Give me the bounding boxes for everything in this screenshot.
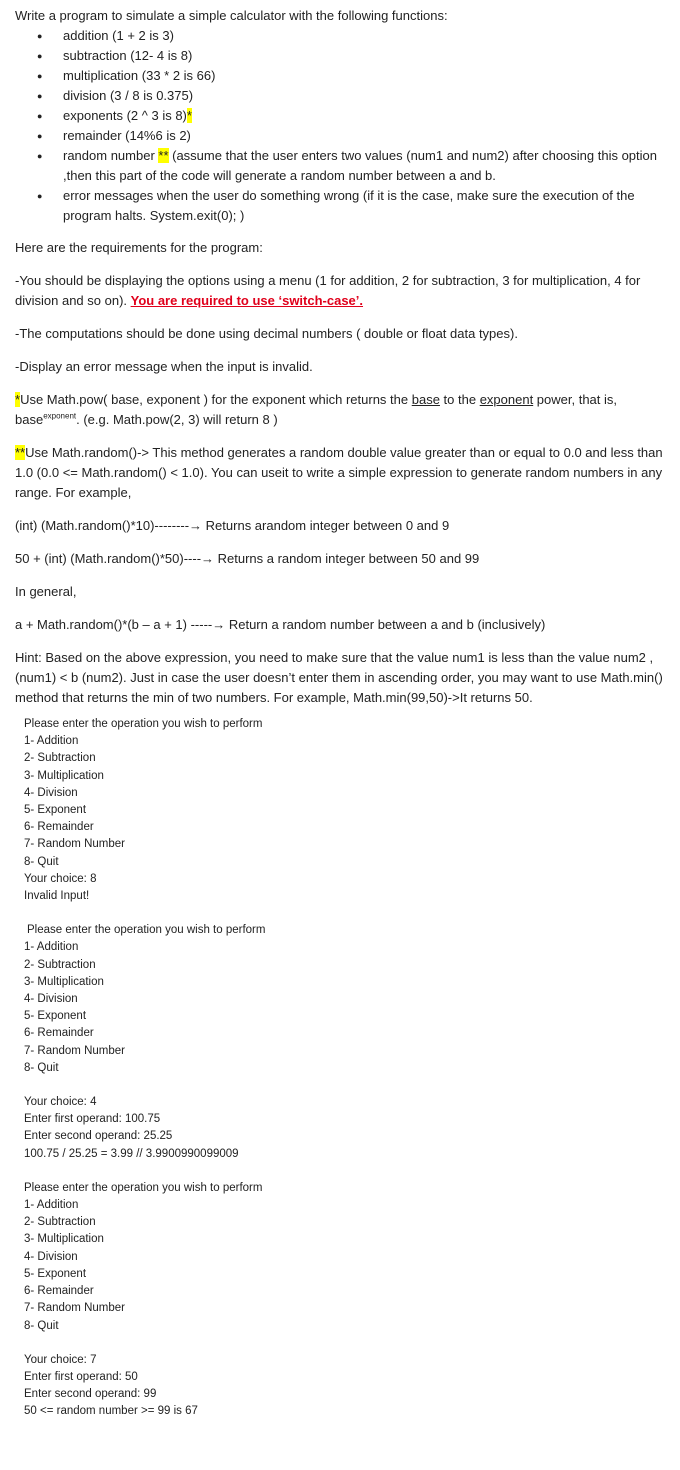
menu-item: 5- Exponent [24, 1267, 87, 1280]
menu-item: 5- Exponent [24, 804, 87, 817]
list-item [63, 86, 665, 106]
result-line: Invalid Input! [24, 890, 90, 903]
requirements-heading: Here are the requirements for the program: [15, 240, 263, 255]
operand-line: Enter second operand: 25.25 [24, 1130, 173, 1143]
list-item [63, 146, 665, 186]
menu-item: 7- Random Number [24, 838, 125, 851]
menu-item: 3- Multiplication [24, 769, 104, 782]
menu-item: 6- Remainder [24, 1285, 94, 1298]
menu-item: 2- Subtraction [24, 752, 96, 765]
example-line-3: a + Math.random()*(b – a + 1) -----→ Return a random number between a and b (inclusively) [15, 617, 546, 632]
menu-item: 7- Random Number [24, 1044, 125, 1057]
menu-prompt: Please enter the operation you wish to perform [27, 924, 266, 937]
footnote-marker: ** [158, 148, 169, 163]
list-item [63, 126, 665, 146]
menu-item: 2- Subtraction [24, 1216, 96, 1229]
menu-item: 2- Subtraction [24, 958, 96, 971]
requirement-decimal: -The computations should be done using decimal numbers ( double or float data types). [15, 326, 518, 341]
menu-item: 1- Addition [24, 735, 79, 748]
menu-item: 7- Random Number [24, 1302, 125, 1315]
bullet-text: exponents (2 ^ 3 is 8) [63, 108, 187, 123]
bullet-text: remainder (14%6 is 2) [63, 128, 191, 143]
pow-note [15, 390, 665, 430]
result-line: 100.75 / 25.25 = 3.99 // 3.9900990099009 [24, 1147, 239, 1160]
requirement-text: -You should be displaying the options using a menu (1 for addition, 2 for subtraction, 3 for multiplication, 4 for division and so on). [15, 273, 641, 308]
console-run-1 [15, 716, 665, 905]
menu-prompt: Please enter the operation you wish to perform [24, 1181, 263, 1194]
bullet-text: random number [63, 148, 159, 163]
footnote-marker: * [15, 392, 21, 407]
requirement-error: -Display an error message when the input is invalid. [15, 359, 313, 374]
function-list [15, 26, 665, 226]
result-line: 50 <= random number >= 99 is 67 [24, 1405, 198, 1418]
pow-text: power, that is, base [15, 392, 618, 427]
bullet-text: subtraction (12- 4 is 8) [63, 48, 193, 63]
superscript-exponent: exponent [43, 411, 77, 421]
choice-line: Your choice: 4 [24, 1096, 97, 1109]
console-run-3 [15, 1180, 665, 1421]
footnote-marker: * [186, 108, 192, 123]
random-note [15, 443, 665, 503]
operand-line: Enter second operand: 99 [24, 1388, 157, 1401]
list-item [63, 186, 665, 226]
menu-item: 8- Quit [24, 855, 59, 868]
list-item [63, 26, 665, 46]
operand-line: Enter first operand: 50 [24, 1370, 138, 1383]
operand-line: Enter first operand: 100.75 [24, 1113, 161, 1126]
menu-prompt: Please enter the operation you wish to perform [24, 718, 263, 730]
menu-item: 4- Division [24, 1250, 78, 1263]
pow-text: to the [439, 392, 480, 407]
menu-item: 3- Multiplication [24, 1233, 104, 1246]
bullet-text: error messages when the user do something wrong (if it is the case, make sure the execution of the program halts. System.exit(0); ) [63, 188, 635, 223]
pow-text: Use Math.pow( base, exponent ) for the exponent which returns the [20, 392, 412, 407]
general-label: In general, [15, 584, 77, 599]
pow-text: . (e.g. Math.pow(2, 3) will return 8 ) [76, 412, 278, 427]
list-item [63, 66, 665, 86]
bullet-text: division (3 / 8 is 0.375) [63, 88, 194, 103]
console-run-2 [15, 922, 665, 1163]
list-item [63, 106, 665, 126]
example-line-2: 50 + (int) (Math.random()*50)----→ Returns a random integer between 50 and 99 [15, 551, 480, 566]
menu-item: 6- Remainder [24, 1027, 94, 1040]
menu-item: 6- Remainder [24, 821, 94, 834]
requirement-menu [15, 271, 665, 311]
footnote-marker: ** [15, 445, 26, 460]
menu-item: 8- Quit [24, 1061, 59, 1074]
bullet-text: multiplication (33 * 2 is 66) [63, 68, 216, 83]
menu-item: 3- Multiplication [24, 975, 104, 988]
switch-case-requirement: You are required to use ‘switch-case’. [130, 293, 364, 308]
menu-item: 1- Addition [24, 941, 79, 954]
list-item [63, 46, 665, 66]
choice-line: Your choice: 7 [24, 1353, 97, 1366]
bullet-text: (assume that the user enters two values (num1 and num2) after choosing this option ,then this part of the code will generate a random number between a and b. [63, 148, 657, 183]
menu-item: 1- Addition [24, 1199, 79, 1212]
hint-paragraph: Hint: Based on the above expression, you need to make sure that the value num1 is less than the value num2 ,(num1) < b (num2). Just in case the user doesn’t enter them in ascending order, you may want to use Math.min() method that returns the min of two numbers. For example, Math.min(99,50)->It returns 50. [15, 650, 663, 705]
example-line-1: (int) (Math.random()*10)--------→ Returns arandom integer between 0 and 9 [15, 518, 450, 533]
exponent-term: exponent [479, 392, 534, 407]
menu-item: 5- Exponent [24, 1010, 87, 1023]
choice-line: Your choice: 8 [24, 872, 97, 885]
menu-item: 4- Division [24, 993, 78, 1006]
random-text: Use Math.random()-> This method generates a random double value greater than or equal to 0.0 and less than 1.0 (0.0 <= Math.random() < 1.0). You can useit to write a simple expression to generate random numbers in any range. For example, [15, 445, 663, 500]
bullet-text: addition (1 + 2 is 3) [63, 28, 174, 43]
assignment-document [15, 6, 665, 1421]
menu-item: 4- Division [24, 786, 78, 799]
base-term: base [411, 392, 440, 407]
intro-text: Write a program to simulate a simple calculator with the following functions: [15, 8, 448, 23]
menu-item: 8- Quit [24, 1319, 59, 1332]
